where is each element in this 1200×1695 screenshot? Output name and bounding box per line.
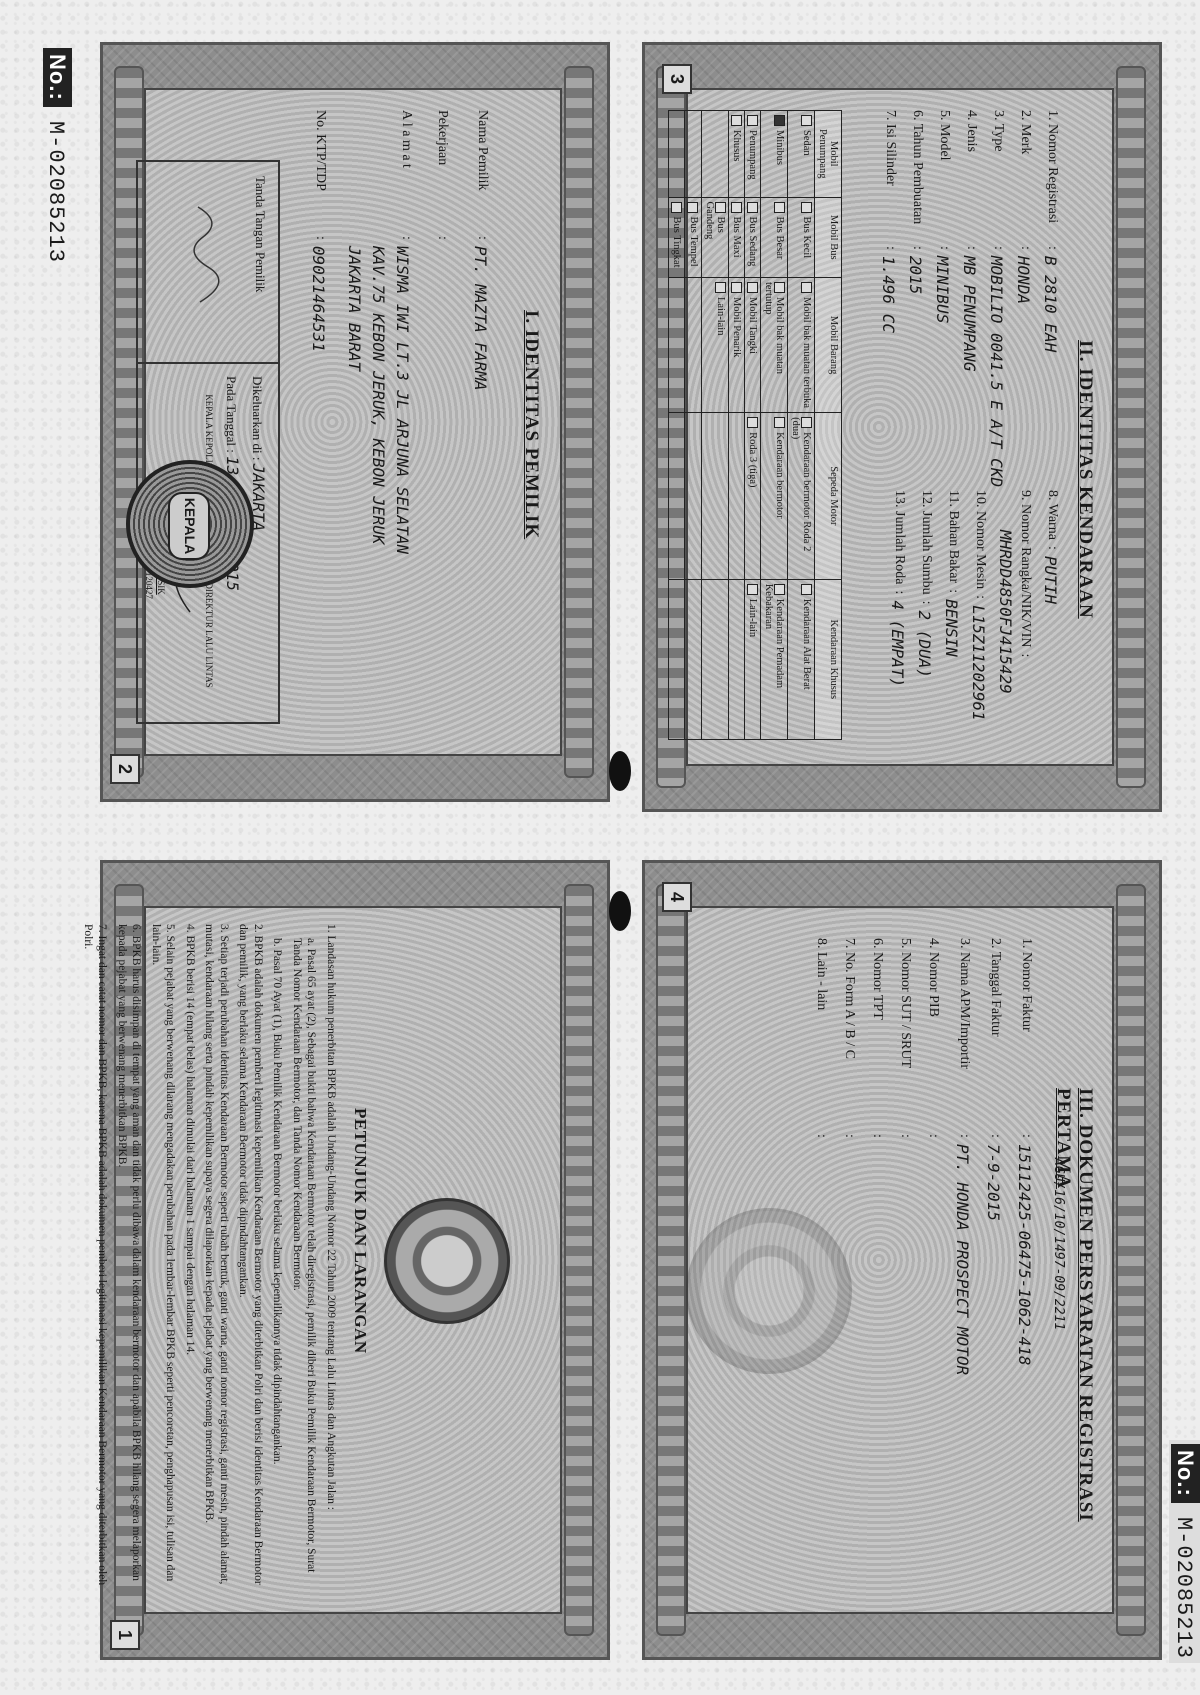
signature-label: Tanda Tangan Pemilik — [253, 176, 268, 293]
page-4-dokumen-persyaratan — [642, 860, 1162, 1660]
issued-at-label: Dikeluarkan di — [250, 376, 265, 454]
list-item: 1. Landasan hukum penerbitan BPKB adalah Undang-Undang Nomor 22 Tahun 2009 tentang Lalu Lintas dan Angkutan Jalan : — [325, 924, 337, 1511]
table-row — [744, 111, 760, 740]
field-label: 9. Nomor Rangka/NIK/VIN — [1018, 490, 1033, 648]
list-item: 6. BPKB harus disimpan di tempat yang aman dan tidak perlu dibawa dalam kendaraan bermotor dan apabila BPKB hilang segera melaporkan kepada pejabat yang berwenang menerbitkan BPKB. — [116, 924, 143, 1581]
page-number: 3 — [662, 64, 692, 94]
field-row: 1. Nomor Faktur : 15112425-06475-1062-418 — [1015, 938, 1034, 1366]
field-value: HONDA — [1014, 255, 1033, 305]
vehicle-fields-right — [880, 490, 1060, 721]
table-cell — [760, 579, 787, 739]
field-row: 5. Model : MINIBUS — [933, 110, 952, 324]
table-cell — [787, 413, 814, 580]
cell-label: Roda 3 (tiga) — [746, 432, 758, 488]
table-row — [685, 111, 701, 740]
table-cell — [728, 277, 744, 412]
field-row: 4. Nomor PIB : — [926, 938, 941, 1138]
table-cell — [701, 111, 728, 198]
table-cell — [669, 277, 685, 412]
field-value: MHRDD4850FJ415429 — [996, 530, 1015, 694]
field-label: Nama Pemilik — [475, 110, 490, 191]
field-value: L15Z11202961 — [969, 605, 988, 721]
serial-value: M-02085213 — [1171, 1516, 1196, 1659]
table-cell — [728, 111, 744, 198]
cell-label: Kendaraan bermotor Roda 2 (dua) — [789, 417, 812, 552]
checkbox — [747, 115, 758, 126]
checkbox — [715, 202, 726, 213]
table-cell — [685, 111, 701, 198]
checkbox — [747, 584, 758, 595]
table-row — [787, 111, 814, 740]
table-row — [701, 111, 728, 740]
list-item: 4. BPKB berisi 14 (empat belas) halaman dimulai dari halaman 1 sampai dengan halaman 14. — [184, 924, 196, 1356]
field-label: 13. Jumlah Roda — [892, 490, 907, 585]
field-row: 6. Nomor TPT : — [870, 938, 885, 1138]
field-label: 1. Nomor Faktur — [1019, 938, 1034, 1032]
field-value: 1.496 CC — [879, 255, 898, 333]
field-row: 6. Tahun Pembuatan : 2015 — [906, 110, 925, 295]
officer-title: KEPALA KEPOLISIAN DIREKTUR LALU LINTAS — [204, 394, 214, 688]
field-label: 4. Jenis — [964, 110, 979, 152]
border-ornament — [564, 884, 594, 1636]
table-cell — [760, 277, 787, 412]
field-row: 3. Type : MOBILIO 0041.5 E A/T CKD — [987, 110, 1006, 488]
field-label: Pekerjaan — [435, 110, 450, 166]
serial-number-bottom — [1169, 1440, 1200, 1663]
checkbox — [747, 417, 758, 428]
vehicle-fields-left — [871, 110, 1060, 487]
field-value: 4 (EMPAT) — [888, 600, 907, 688]
border-ornament — [656, 884, 686, 1636]
checkbox — [687, 202, 698, 213]
field-row: 12. Jumlah Sumbu : 2 (DUA) — [915, 490, 934, 678]
cell-label: Bus Maxi — [730, 216, 742, 258]
table-cell — [744, 277, 760, 412]
field-label: 7. Isi Silinder — [883, 110, 898, 186]
address-row: A l a m a t : WISMA IWI LT.3 JL ARJUNA SELATAN KAV.75 KEBON JERUK, KEBON JERUK JAKARTA BARAT — [342, 110, 414, 606]
punch-hole — [609, 751, 631, 791]
column-header: Mobil Barang — [815, 277, 842, 412]
ktp-row: No. KTP/TDP : 09021464531 — [309, 110, 328, 352]
field-row: 1. Nomor Registrasi : B 2810 EAH — [1041, 110, 1060, 353]
field-value: PT. HONDA PROSPECT MOTOR — [953, 1143, 972, 1376]
field-label: A l a m a t — [399, 110, 414, 168]
list-item: 2. BPKB adalah dokumen pemberi legitimasi kepemilikan Kendaraan Bermotor yang diterbitkan Polri dan berisi identitas Kendaraan Bermotor dan pemilik, yang berlaku selama Kendaraan Bermotor tidak dipindahtangankan. — [237, 924, 264, 1585]
table-cell — [744, 413, 760, 580]
section-title: III. DOKUMEN PERSYARATAN REGISTRASI PERTAMA — [1053, 1088, 1096, 1522]
field-row: 2. Merk : HONDA — [1014, 110, 1033, 305]
border-ornament — [1116, 884, 1146, 1636]
field-label: 5. Nomor SUT / SRUT — [898, 938, 913, 1069]
vehicle-type-table — [668, 110, 842, 740]
table-cell — [787, 197, 814, 277]
checkbox — [747, 282, 758, 293]
table-cell — [669, 413, 685, 580]
field-label: 6. Nomor TPT — [870, 938, 885, 1020]
field-value: 15112425-06475-1062-418 — [1015, 1143, 1034, 1366]
field-row: 8. Lain - lain : — [814, 938, 829, 1138]
checkbox — [774, 282, 785, 293]
field-value: 7-9-2015 — [984, 1143, 1003, 1221]
table-cell — [744, 111, 760, 198]
table-cell — [744, 579, 760, 739]
serial-value: M-02085213 — [43, 120, 68, 263]
issued-at-row: Dikeluarkan di : JAKARTA — [249, 376, 268, 532]
field-value: PUTIH — [1041, 555, 1060, 604]
page-3-body — [671, 88, 1114, 766]
field-row: 9. Nomor Rangka/NIK/VIN : — [1018, 490, 1033, 658]
field-label: 12. Jumlah Sumbu — [919, 490, 934, 595]
cell-label: Bus Sedang — [746, 216, 758, 267]
table-cell — [701, 197, 728, 277]
checkbox — [671, 202, 682, 213]
field-value: B 2810 EAH — [1041, 255, 1060, 353]
cell-label: Bus Besar — [773, 216, 785, 260]
field-value: MOBILIO 0041.5 E A/T CKD — [987, 255, 1006, 488]
police-emblem-icon — [384, 1198, 510, 1324]
field-label: 3. Type — [991, 110, 1006, 152]
checkbox — [801, 115, 812, 126]
field-row: 7. No. Form A / B / C : — [842, 938, 857, 1138]
occupation-row: Pekerjaan : — [435, 110, 450, 240]
table-row — [728, 111, 744, 740]
page-number: 1 — [110, 1620, 140, 1650]
column-header: Mobil Penumpang — [815, 111, 842, 198]
checkbox-checked — [774, 115, 785, 126]
field-label: 11. Bahan Bakar — [946, 490, 961, 584]
table-cell — [669, 197, 685, 277]
page-1-petunjuk — [82, 860, 610, 1660]
checkbox — [731, 202, 742, 213]
issued-on-row: Pada Tanggal : — [223, 376, 242, 591]
cell-label: Minibus — [773, 130, 785, 166]
field-label: 7. No. Form A / B / C — [842, 938, 857, 1059]
cell-label: Mobil Tangki — [746, 296, 758, 355]
field-row: 2. Tanggal Faktur : 7-9-2015 — [984, 938, 1003, 1221]
table-cell — [685, 277, 701, 412]
field-row: 5. Nomor SUT / SRUT : — [898, 938, 913, 1138]
field-label: 8. Warna — [1045, 490, 1060, 540]
cell-label: Kendaraan bermotor — [773, 432, 785, 519]
border-ornament — [564, 66, 594, 778]
cell-label: Mobil bak muatan tertutup — [762, 281, 785, 374]
table-row — [760, 111, 787, 740]
owner-signature — [188, 202, 228, 322]
section-title: II. IDENTITAS KENDARAAN — [1075, 340, 1096, 619]
field-row: 4. Jenis : MB PENUMPANG — [960, 110, 979, 372]
police-stamp — [126, 460, 254, 588]
page-number: 2 — [110, 754, 140, 784]
field-value: MB PENUMPANG — [960, 255, 979, 372]
list-item: b. Pasal 70 Ayat (1), Buku Pemilik Kendaraan Bermotor berlaku selama kepemilikannya tidak dipindahtangankan. — [271, 938, 284, 1465]
table-cell — [669, 111, 685, 198]
field-row: 7. Isi Silinder : 1.496 CC — [879, 110, 898, 333]
cell-label: Bus Gandeng — [703, 201, 726, 240]
list-item: a. Pasal 65 ayat (2), Sebagai bukti bahwa Kendaraan Bermotor telah diregistrasi, pemilik diberi Buku Pemilik Kendaraan Bermotor, Surat Tanda Nomor Kendaraan Bermotor, dan Tanda Nomor Kendaraan Bermotor. — [291, 938, 318, 1573]
ktp-value: 09021464531 — [309, 245, 328, 352]
checkbox — [731, 282, 742, 293]
serial-number-top — [43, 48, 70, 263]
field-value: 2015 — [906, 255, 925, 295]
field-label: 5. Model — [937, 110, 952, 161]
reference-number: AGU/16/10/1497-09/2211 — [1051, 1158, 1066, 1331]
table-cell — [744, 197, 760, 277]
table-cell — [685, 197, 701, 277]
punch-hole — [609, 891, 631, 931]
cell-label: Penumpang — [746, 130, 758, 180]
table-cell — [760, 111, 787, 198]
list-item: 3. Setiap terjadi perubahan identitas Kendaraan Bermotor seperti rubah bentuk, ganti warna, ganti nomor registrasi, ganti mesin, pindah alamat, mutasi, kendaraan hilang serta pindah kepemilikan supaya segera dilaporkan kepada pejabat yang berwenang menerbitkan BPKB. — [203, 924, 230, 1585]
field-label: 6. Tahun Pembuatan — [910, 110, 925, 225]
stamp-label: KEPALA — [168, 492, 210, 560]
page-1-body — [82, 906, 562, 1614]
table-cell — [787, 579, 814, 739]
list-item: 7. Ingat dan catat nomor dan BPKB, karena BPKB adalah dokumen pemberi legitimasi kepemilikan Kendaraan Bermotor yang diterbitkan oleh Polri. — [82, 924, 109, 1586]
cell-label: Bus Kecil — [801, 216, 812, 259]
page-2-body — [144, 88, 562, 756]
field-row: 8. Warna : PUTIH — [1041, 490, 1060, 604]
issued-on-label: Pada Tanggal — [224, 376, 239, 446]
cell-label: Lain-lain — [746, 598, 758, 638]
list-item: 5. Selain pejabat yang berwenang dilarang mengadakan perubahan pada lembar-lembar BPKB seperti pencoretan, penghapusan isi, tulisan dan lain-lain. — [150, 924, 177, 1582]
checkbox — [715, 282, 726, 293]
cell-label: Khusus — [730, 130, 742, 162]
checkbox — [731, 115, 742, 126]
table-cell — [787, 277, 814, 412]
cell-label: Mobil bak muatan terbuka — [801, 296, 812, 409]
field-label: 2. Tanggal Faktur — [988, 938, 1003, 1037]
page-4-body — [686, 906, 1114, 1614]
checkbox — [801, 417, 812, 428]
serial-prefix: No.: — [1171, 1444, 1200, 1503]
cell-label: Sedan — [801, 130, 812, 156]
field-label: 2. Merk — [1018, 110, 1033, 155]
address-value: WISMA IWI LT.3 JL ARJUNA SELATAN KAV.75 KEBON JERUK, KEBON JERUK JAKARTA BARAT — [345, 245, 412, 555]
border-ornament — [1116, 66, 1146, 788]
table-cell — [728, 413, 744, 580]
checkbox — [747, 202, 758, 213]
checkbox — [801, 584, 812, 595]
page-number: 4 — [662, 882, 692, 912]
watermark-emblem-icon — [686, 1208, 852, 1374]
table-row — [669, 111, 685, 740]
section-title: I. IDENTITAS PEMILIK — [521, 310, 542, 540]
cell-label: Bus Tempel — [687, 216, 699, 267]
table-cell — [728, 197, 744, 277]
cell-label: Bus Tingkat — [671, 216, 683, 268]
checkbox — [801, 202, 812, 213]
owner-name-value: PT. MAZTA FARMA — [471, 245, 490, 391]
table-cell — [760, 413, 787, 580]
table-cell — [685, 579, 701, 739]
table-cell — [728, 579, 744, 739]
cell-label: Lain-lain — [714, 296, 726, 336]
table-cell — [787, 111, 814, 198]
table-cell — [669, 579, 685, 739]
field-label: 10. Nomor Mesin — [973, 490, 988, 590]
cell-label: Mobil Penarik — [730, 296, 742, 358]
field-value: BENSIN — [942, 599, 961, 657]
field-value: MINIBUS — [933, 255, 952, 324]
field-row: 10. Nomor Mesin : L15Z11202961 — [969, 490, 988, 721]
column-header: Sepeda Motor — [815, 413, 842, 580]
cell-label: Kendaraan Pemadam Kebakaran — [762, 583, 785, 689]
checkbox — [774, 417, 785, 428]
table-cell — [760, 197, 787, 277]
table-cell — [701, 277, 728, 412]
signature-box — [136, 160, 280, 724]
column-header: Kendaraan Khusus — [815, 579, 842, 739]
field-row: 13. Jumlah Roda : 4 (EMPAT) — [888, 490, 907, 688]
owner-signature-cell — [138, 162, 278, 364]
field-row: 3. Nama APM/Importir : PT. HONDA PROSPECT MOTOR — [953, 938, 972, 1376]
field-label: 8. Lain - lain — [814, 938, 829, 1011]
serial-prefix: No.: — [43, 48, 72, 107]
table-cell — [701, 579, 728, 739]
table-header-row — [815, 111, 842, 740]
cell-label: Kendaraan Alat Berat — [801, 598, 812, 690]
field-row — [996, 490, 1015, 721]
table-body — [669, 111, 815, 740]
page-3-identitas-kendaraan — [642, 42, 1162, 812]
field-label: 1. Nomor Registrasi — [1045, 110, 1060, 224]
field-label: 4. Nomor PIB — [926, 938, 941, 1017]
field-label: 3. Nama APM/Importir — [957, 938, 972, 1070]
field-row: 11. Bahan Bakar : BENSIN — [942, 490, 961, 657]
owner-name-row: Nama Pemilik : PT. MAZTA FARMA — [471, 110, 490, 391]
issued-at-value: JAKARTA — [249, 463, 268, 532]
page-2-identitas-pemilik — [100, 42, 610, 802]
checkbox — [774, 202, 785, 213]
field-label: No. KTP/TDP — [313, 110, 328, 191]
checkbox — [801, 282, 812, 293]
page-title: PETUNJUK DAN LARANGAN — [351, 1108, 370, 1354]
table-cell — [701, 413, 728, 580]
table-cell — [685, 413, 701, 580]
field-value: 2 (DUA) — [915, 610, 934, 678]
checkbox — [774, 584, 785, 595]
column-header: Mobil Bus — [815, 197, 842, 277]
instructions-list — [76, 924, 339, 1594]
